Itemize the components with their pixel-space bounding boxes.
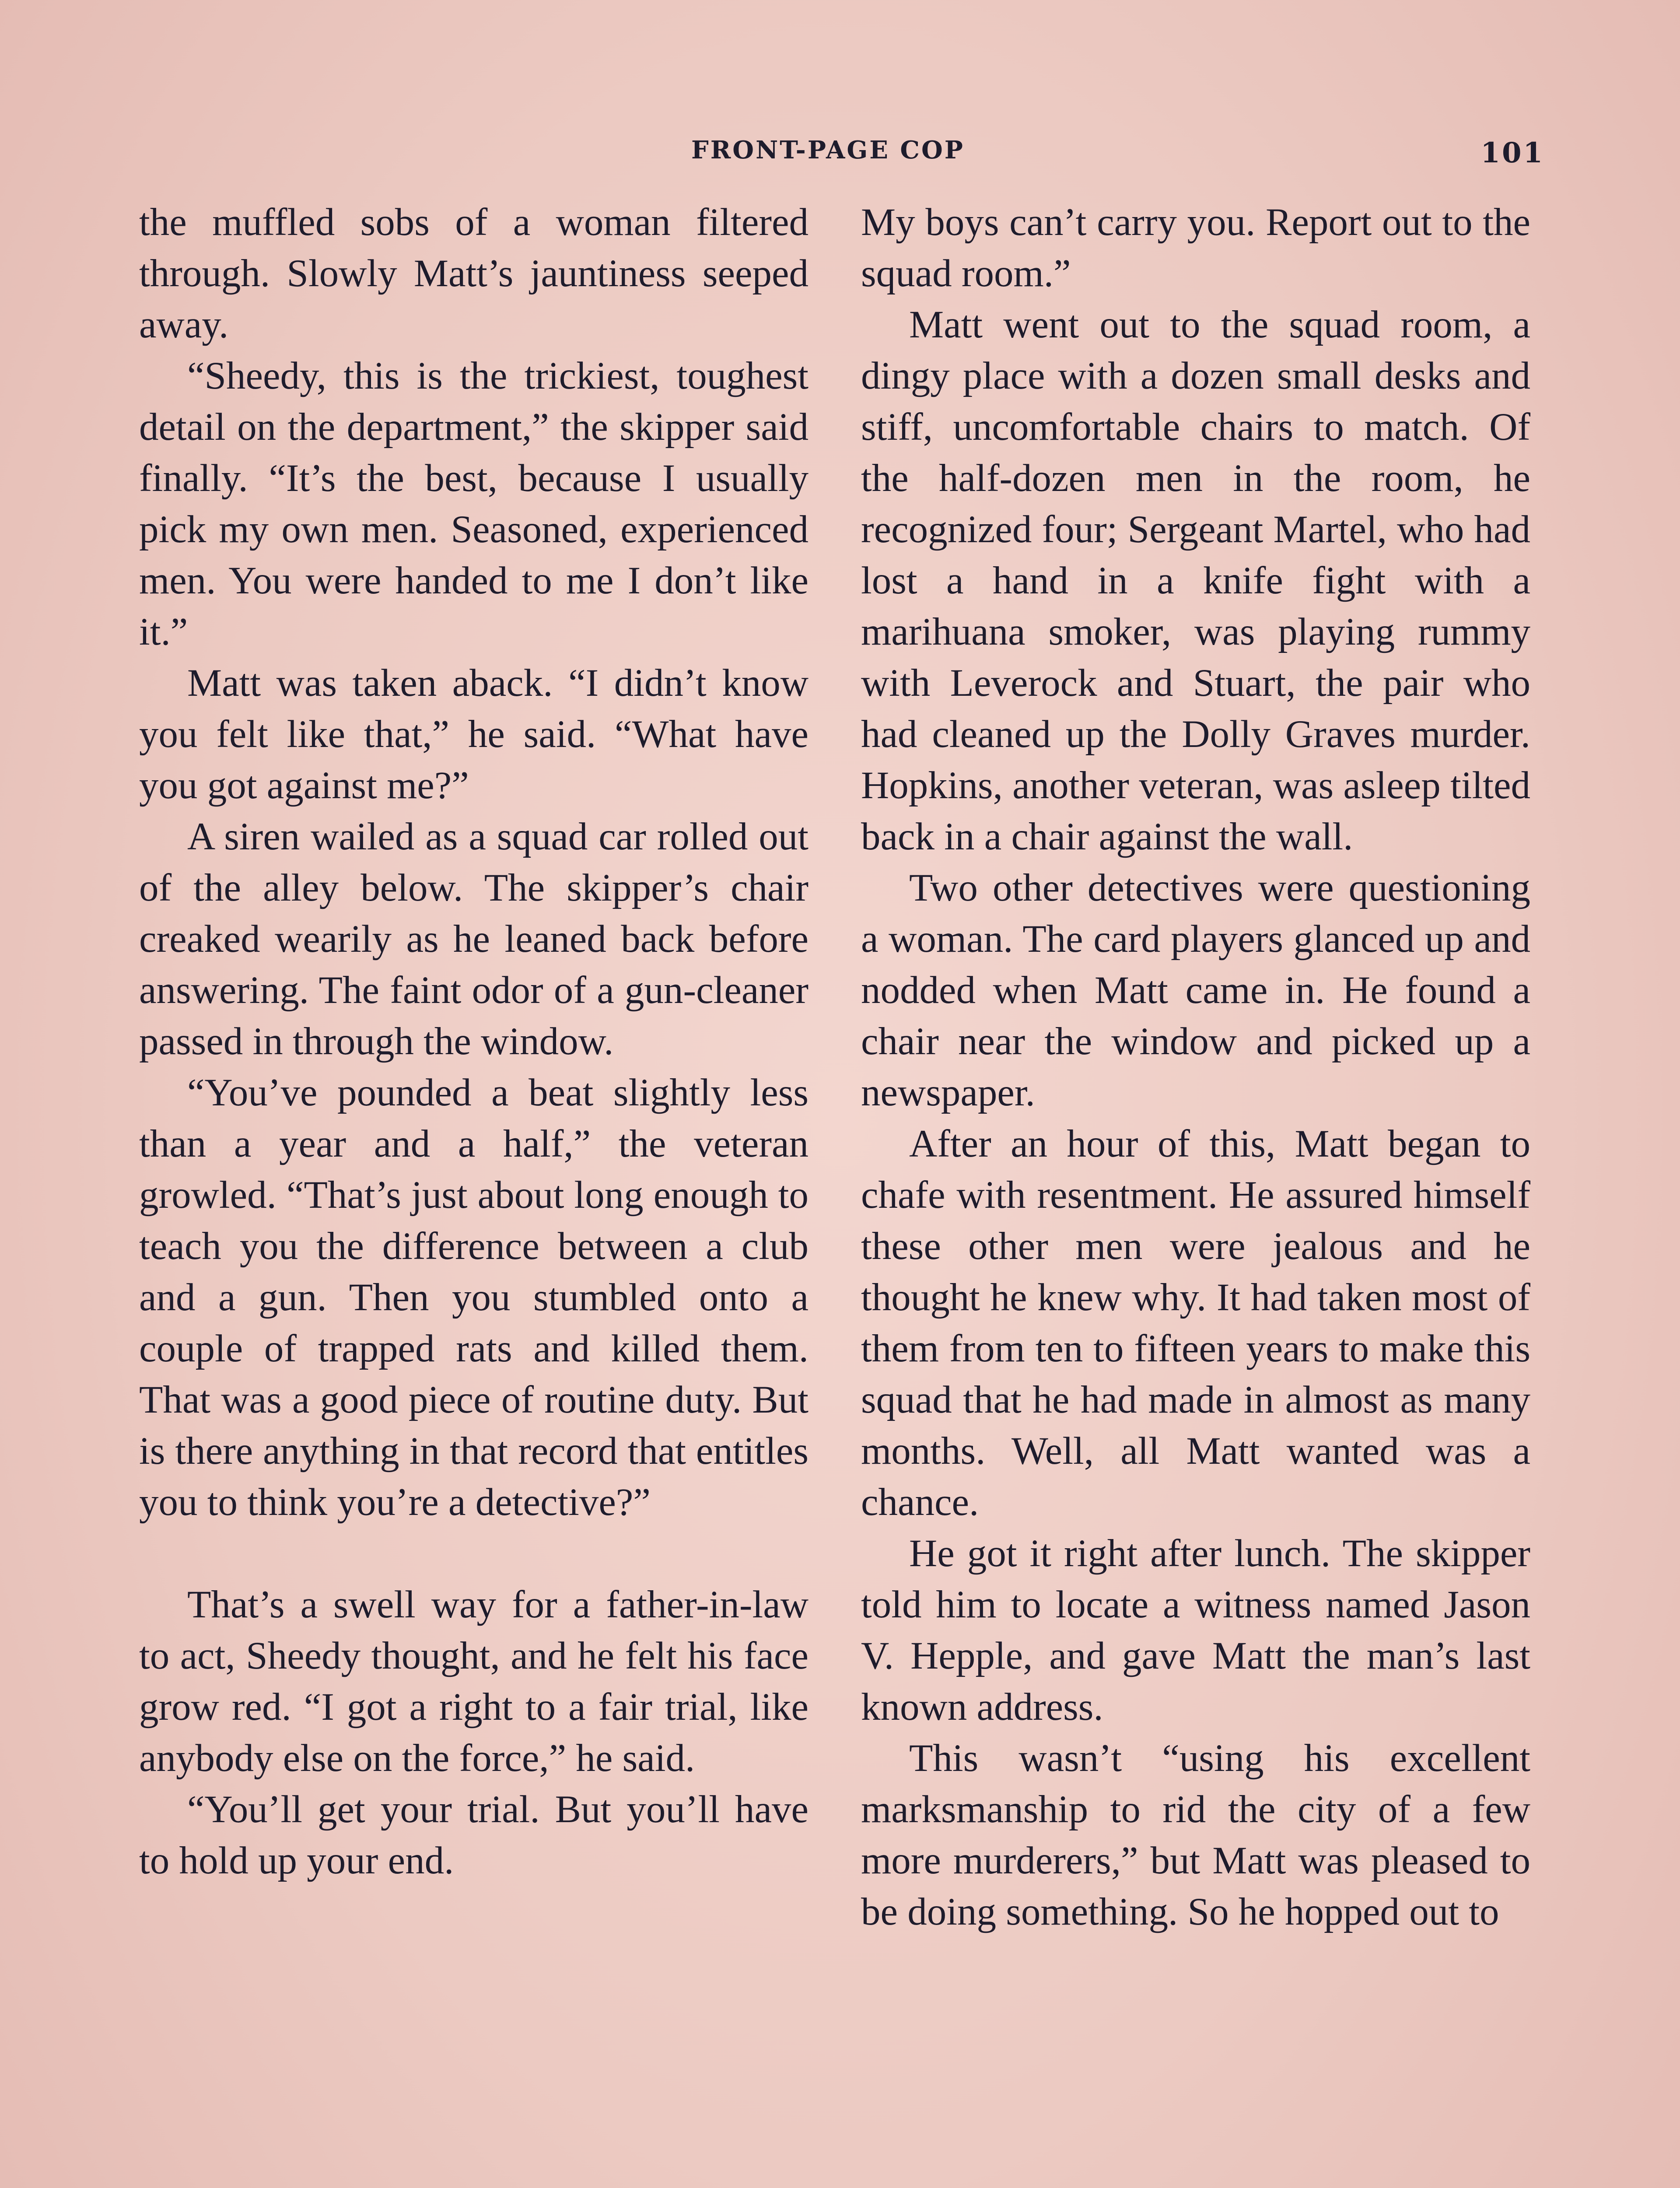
page-header — [144, 131, 1544, 171]
paragraph: A siren wailed as a squad car rolled out of the alley below. The skipper’s chair creaked wearily as he leaned back before answering. The faint odor of a gun-cleaner passed in through the window. — [139, 815, 808, 1063]
page-number: 101 — [1480, 137, 1544, 169]
left-column — [139, 197, 808, 1886]
paragraph: My boys can’t carry you. Report out to the squad room.” — [861, 201, 1530, 295]
paragraph: He got it right after lunch. The skipper told him to locate a witness named Jason V. Hepple, and gave Matt the man’s last known address. — [861, 1532, 1530, 1729]
paragraph: That’s a swell way for a father-in-law to act, Sheedy thought, and he felt his face grow red. “I got a right to a fair trial, like anybody else on the force,” he said. — [139, 1583, 808, 1780]
right-column — [861, 197, 1530, 1938]
paragraph: Matt went out to the squad room, a dingy place with a dozen small desks and stiff, uncomfortable chairs to match. Of the half-dozen men in the room, he recognized four; Sergeant Martel, who had lost a hand in a knife fight with a marihuana smoker, was playing rummy with Leverock and Stuart, the pair who had cleaned up the Dolly Graves murder. Hopkins, another veteran, was asleep tilted back in a chair against the wall. — [861, 303, 1530, 858]
paragraph: This wasn’t “using his excellent marksmanship to rid the city of a few more murderers,” but Matt was pleased to be doing something. So he hopped out to — [861, 1737, 1530, 1933]
paragraph: Matt was taken aback. “I didn’t know you felt like that,” he said. “What have you got against me?” — [139, 662, 808, 807]
paragraph: the muffled sobs of a woman filtered through. Slowly Matt’s jauntiness seeped away. — [139, 201, 808, 346]
paragraph: After an hour of this, Matt began to chafe with resentment. He assured himself these other men were jealous and he thought he knew why. It had taken most of them from ten to fifteen years to make this squad that he had made in almost as many months. Well, all Matt wanted was a chance. — [861, 1122, 1530, 1524]
paragraph: “You’ve pounded a beat slightly less than a year and a half,” the veteran growled. “That’s just about long enough to teach you the difference between a club and a gun. Then you stumbled onto a couple of trapped rats and killed them. That was a good piece of routine duty. But is there anything in that record that entitles you to think you’re a detective?” — [139, 1071, 808, 1524]
paragraph: “You’ll get your trial. But you’ll have to hold up your end. — [139, 1788, 808, 1882]
running-title: FRONT-PAGE COP — [691, 136, 965, 165]
paragraph: Two other detectives were questioning a woman. The card players glanced up and nodded when Matt came in. He found a chair near the window and picked up a newspaper. — [861, 866, 1530, 1114]
paragraph: “Sheedy, this is the trickiest, toughest detail on the department,” the skipper said finally. “It’s the best, because I usually pick my own men. Seasoned, experienced men. You were handed to me I don’t like it.” — [139, 354, 808, 653]
